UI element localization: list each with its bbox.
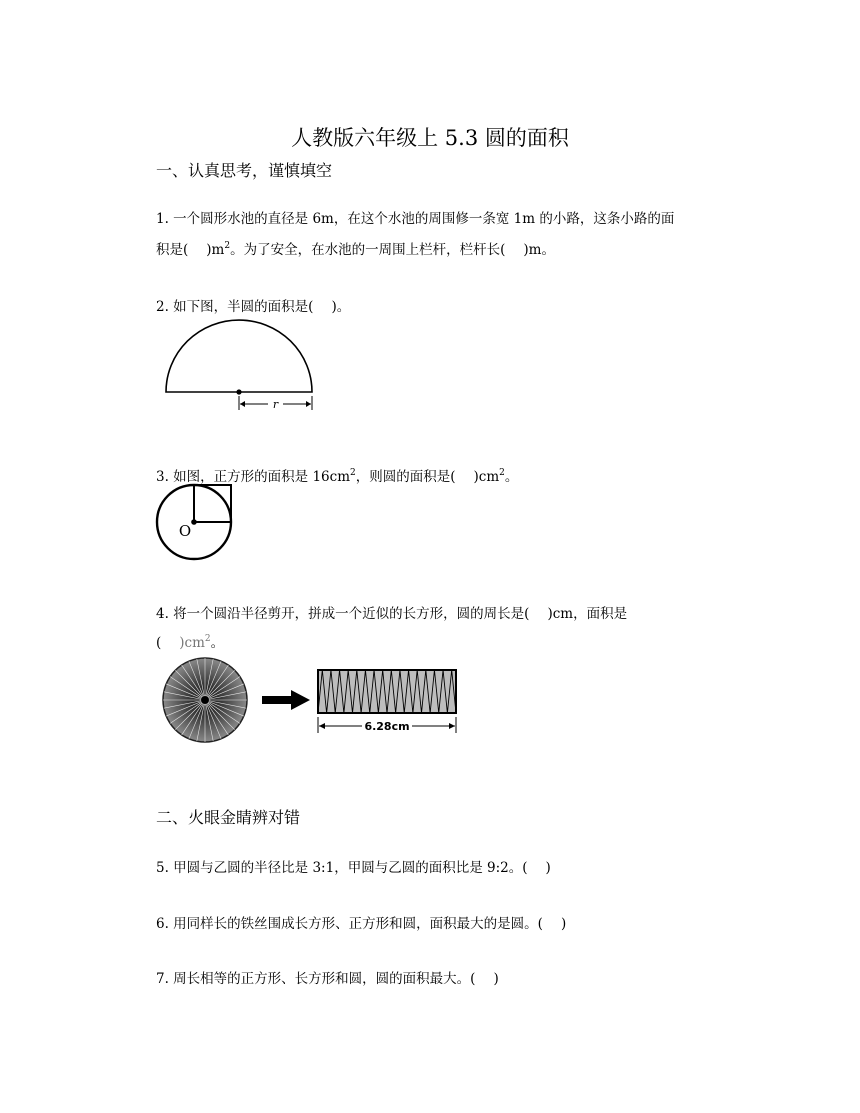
q1-text-d: )m。 <box>523 242 555 258</box>
q4-sup: 2 <box>204 634 211 644</box>
question-4-line-1 <box>156 602 627 622</box>
q4-text-a: 4. 将一个圆沿半径剪开，拼成一个近似的长方形，圆的周长是( <box>156 606 530 622</box>
q2-text-a: 2. 如下图，半圆的面积是( <box>156 299 314 315</box>
circle-center-dot <box>191 519 197 525</box>
q1-text-b: )m <box>206 242 225 258</box>
q1-sup: 2 <box>224 241 231 251</box>
question-1-line-2 <box>156 238 555 258</box>
q3-sup-2: 2 <box>499 468 505 478</box>
circle-square-figure <box>153 483 238 563</box>
rectangle-figure <box>316 667 461 739</box>
question-1-line-1: 1. 一个圆形水池的直径是 6m，在这个水池的周围修一条宽 1m 的小路，这条小路的面 <box>156 211 675 227</box>
cut-circle-center <box>201 696 209 704</box>
q4-text-c: ( <box>156 635 162 651</box>
q3-text-c: )cm <box>473 469 500 485</box>
radius-label: r <box>272 398 279 411</box>
question-5 <box>156 856 551 876</box>
question-2 <box>156 295 350 315</box>
radius-arrow-right <box>306 401 311 407</box>
length-label: 6.28cm <box>364 720 410 733</box>
question-3 <box>156 465 518 485</box>
q4-text-b: )cm，面积是 <box>547 606 628 622</box>
q3-text-b: ，则圆的面积是( <box>355 469 456 485</box>
center-label: O <box>178 522 192 540</box>
q3-sup-1: 2 <box>350 468 356 478</box>
radius-arrow-left <box>240 401 245 407</box>
page-title: 人教版六年级上 5.3 圆的面积 <box>291 126 569 150</box>
q4-text-d: )cm <box>179 635 205 651</box>
question-4-line-2 <box>156 631 224 651</box>
dim-arrow-left <box>319 723 325 729</box>
q7-text-b: ) <box>493 971 499 987</box>
section-heading-true-false: 二、火眼金睛辨对错 <box>156 808 301 827</box>
q1-text-c: 。为了安全，在水池的一周围上栏杆，栏杆长( <box>230 242 506 258</box>
q5-text-b: ) <box>545 860 551 876</box>
q6-text-a: 6. 用同样长的铁丝围成长方形、正方形和圆，面积最大的是圆。( <box>156 916 543 932</box>
semicircle-figure <box>160 315 325 415</box>
q2-text-b: )。 <box>331 299 351 315</box>
dim-arrow-right <box>449 723 455 729</box>
q7-text-a: 7. 周长相等的正方形、长方形和圆，圆的面积最大。( <box>156 971 476 987</box>
arrow-right-icon <box>262 690 312 710</box>
q1-text-a: 积是( <box>156 242 189 258</box>
q3-text-a: 3. 如图，正方形的面积是 16cm <box>156 469 351 485</box>
q5-text-a: 5. 甲圆与乙圆的半径比是 3:1，甲圆与乙圆的面积比是 9:2。( <box>156 860 528 876</box>
semicircle-shape <box>166 320 312 392</box>
section-heading-fill-blanks: 一、认真思考，谨慎填空 <box>156 161 333 180</box>
q3-text-d: 。 <box>504 469 519 485</box>
semicircle-center-dot <box>236 389 241 394</box>
cut-circle-figure <box>160 655 250 745</box>
q4-text-e: 。 <box>210 635 225 651</box>
q6-text-b: ) <box>560 916 567 932</box>
question-7 <box>156 967 499 987</box>
question-6 <box>156 912 566 932</box>
